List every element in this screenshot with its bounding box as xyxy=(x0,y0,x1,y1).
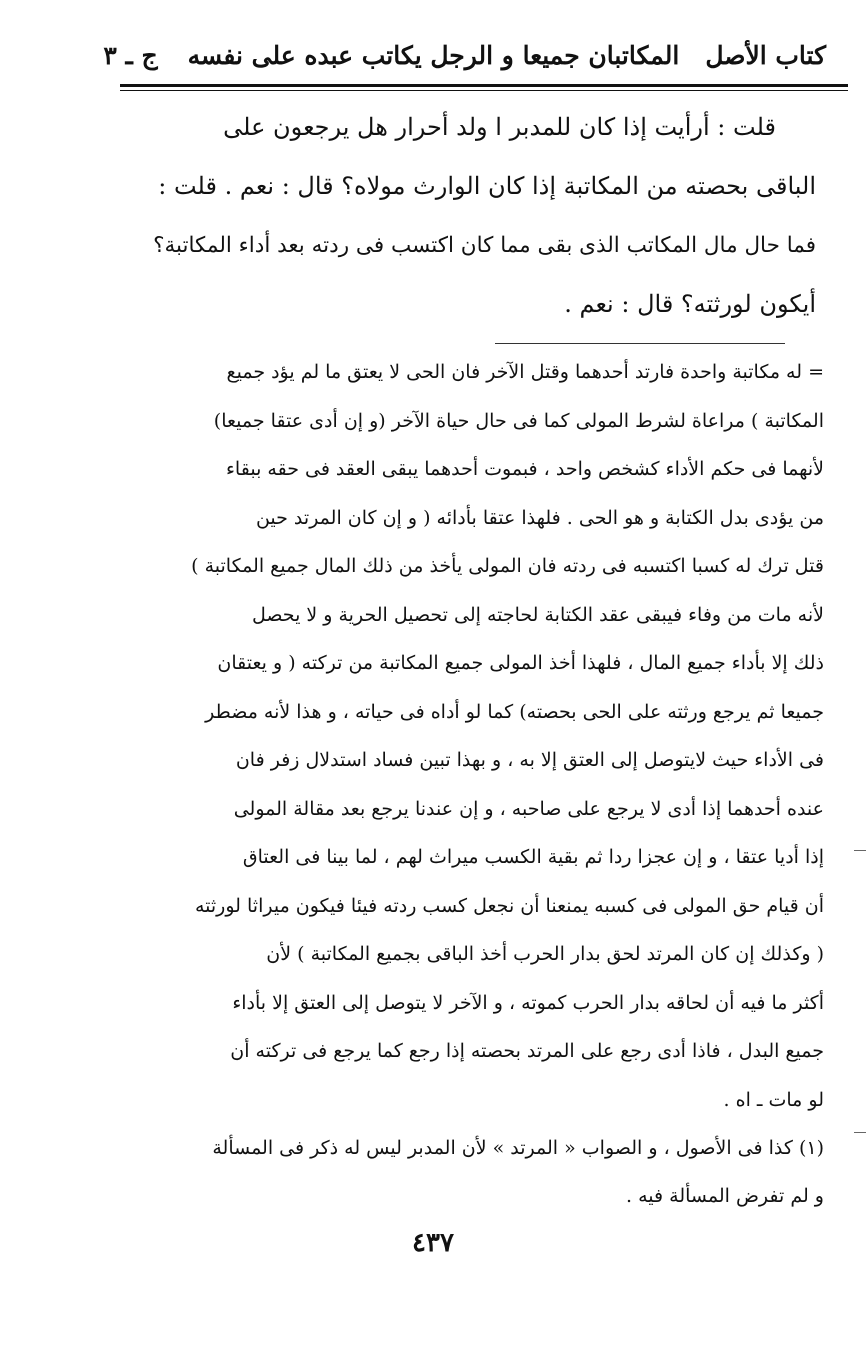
commentary-line: لو مات ـ اه . xyxy=(723,1088,824,1111)
commentary-separator xyxy=(495,343,785,344)
book-title: كتاب الأصل xyxy=(705,40,826,70)
main-text-line: أيكون لورثته؟ قال : نعم . xyxy=(564,290,816,318)
commentary-line: إذا أديا عتقا ، و إن عجزا ردا ثم بقية الكسب ميراث لهم ، لما بينا فى العتاق xyxy=(242,846,824,868)
page-number: ٤٣٧ xyxy=(412,1228,454,1258)
main-text xyxy=(150,98,816,334)
commentary-line: = له مكاتبة واحدة فارتد أحدهما وقتل الآخر فان الحى لا يعتق ما لم يؤد جميع xyxy=(226,361,824,383)
commentary-line: ذلك إلا بأداء جميع المال ، فلهذا أخذ المولى جميع المكاتبة من تركته ( و يعتقان xyxy=(217,652,824,674)
commentary-line: ( وكذلك إن كان المرتد لحق بدار الحرب أخذ الباقى بجميع المكاتبة ) لأن xyxy=(266,943,824,965)
commentary-line: من يؤدى بدل الكتابة و هو الحى . فلهذا عتقا بأدائه ( و إن كان المرتد حين xyxy=(255,506,824,529)
main-text-line: الباقى بحصته من المكاتبة إذا كان الوارث مولاه؟ قال : نعم . قلت : xyxy=(158,172,816,200)
commentary-line: أكثر ما فيه أن لحاقه بدار الحرب كموته ، و الآخر لا يتوصل إلى العتق إلا بأداء xyxy=(232,991,824,1014)
footnote-line: و لم تفرض المسألة فيه . xyxy=(626,1185,824,1207)
commentary-line: عنده أحدهما إذا أدى لا يرجع على صاحبه ، و إن عندنا يرجع بعد مقالة المولى xyxy=(233,797,824,820)
commentary-text xyxy=(120,348,824,1124)
commentary-line: قتل ترك له كسبا اكتسبه فى ردته فان المولى يأخذ من ذلك المال جميع المكاتبة ) xyxy=(191,555,824,577)
commentary-line: لأنهما فى حكم الأداء كشخص واحد ، فبموت أحدهما يبقى العقد فى حقه ببقاء xyxy=(226,458,824,480)
chapter-title: المكاتبان جميعا و الرجل يكاتب عبده على نفسه xyxy=(187,40,680,70)
commentary-line: أن قيام حق المولى فى كسبه يمنعنا أن نجعل كسب ردته فيئا فيكون ميراثا لورثته xyxy=(194,894,824,917)
footnote-line: (١) كذا فى الأصول ، و الصواب « المرتد » لأن المدبر ليس له ذكر فى المسألة xyxy=(212,1137,824,1159)
volume-number: ج ـ ٣ xyxy=(103,40,158,70)
header-rule-thin xyxy=(120,90,848,91)
margin-mark xyxy=(854,850,866,851)
margin-mark xyxy=(854,1132,866,1133)
commentary-line: فى الأداء حيث لايتوصل إلى العتق إلا به ، و بهذا تبين فساد استدلال زفر فان xyxy=(235,749,824,771)
main-text-line: قلت : أرأيت إذا كان للمدبر ا ولد أحرار هل يرجعون على xyxy=(223,113,776,141)
commentary-line: لأنه مات من وفاء فيبقى عقد الكتابة لحاجته إلى تحصيل الحرية و لا يحصل xyxy=(251,603,824,626)
commentary-line: المكاتبة ) مراعاة لشرط المولى كما فى حال حياة الآخر (و إن أدى عتقا جميعا) xyxy=(213,409,824,432)
footnote xyxy=(120,1124,824,1220)
header-rule-thick xyxy=(120,84,848,87)
running-header xyxy=(103,30,826,80)
main-text-line: فما حال مال المكاتب الذى بقى مما كان اكتسب فى ردته بعد أداء المكاتبة؟ xyxy=(153,233,816,258)
commentary-line: جميع البدل ، فاذا أدى رجع على المرتد بحصته إذا رجع كما يرجع فى تركته أن xyxy=(230,1040,824,1062)
commentary-line: جميعا ثم يرجع ورثته على الحى بحصته) كما لو أداه فى حياته ، و هذا لأنه مضطر xyxy=(205,700,824,723)
